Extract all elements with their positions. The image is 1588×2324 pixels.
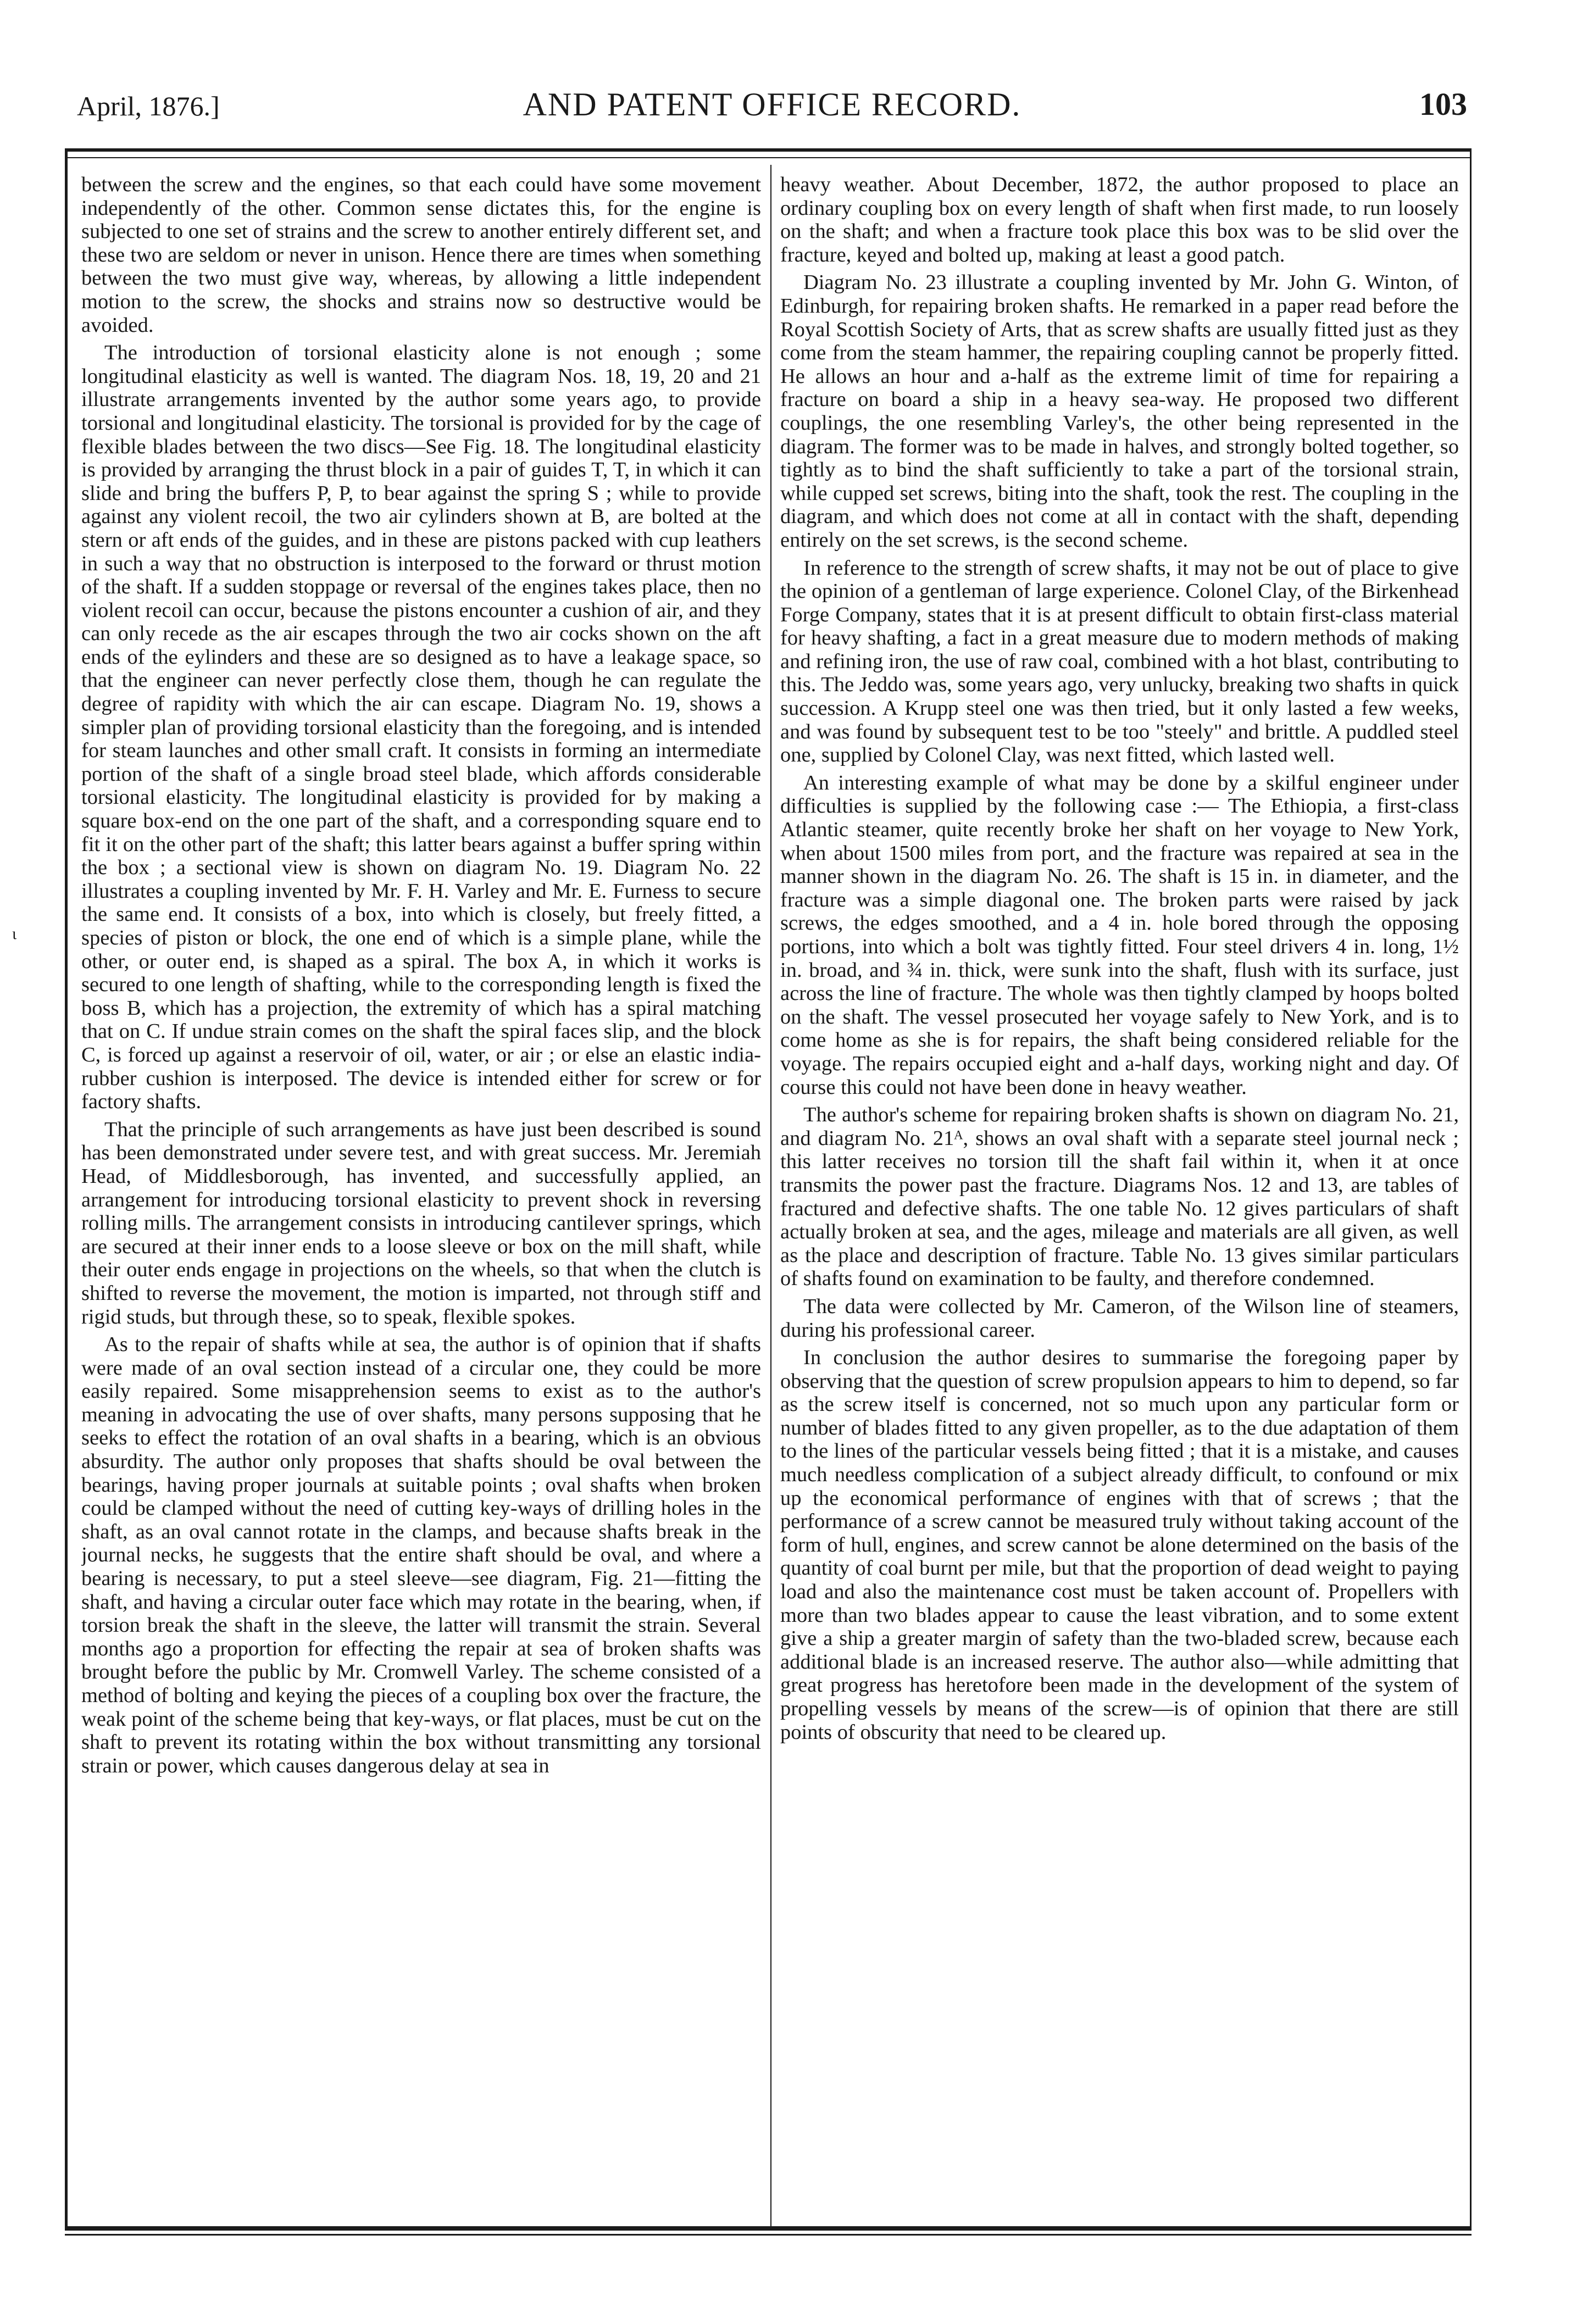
- paragraph: In conclusion the author desires to summarise the foregoing paper by observing that the question of screw propulsion appears to him to depend, so far as the screw itself is concerned, not so much upon any particular form or number of blades fitted to any given propeller, as to the due adaptation of them to the lines of the particular vessels being fitted ; that it is a mistake, and causes much needless complication of a subject already difficult, to confound or mix up the economical performance of engines with that of screws ; that the performance of a screw cannot be measured truly without taking account of the form of hull, engines, and screw cannot be alone determined on the basis of the quantity of coal burnt per mile, but that the proportion of dead weight to paying load and also the maintenance cost must be taken account of. Propellers with more than two blades appear to cause the least vibration, and to some extent give a ship a greater margin of safety than the two-bladed screw, because each additional blade is an increased reserve. The author also—while admitting that great progress has heretofore been made in the development of the system of propelling vessels by means of the screw—is of opinion that there are still points of obscurity that need to be cleared up.: [780, 1346, 1459, 1744]
- right-column: [780, 173, 1459, 2217]
- column-divider: [770, 165, 771, 2226]
- left-column: [81, 173, 761, 2217]
- bottom-rule-thin: [65, 2234, 1472, 2236]
- paragraph: The data were collected by Mr. Cameron, of the Wilson line of steamers, during his professional career.: [780, 1294, 1459, 1342]
- bottom-rule: [65, 2226, 1472, 2231]
- paragraph: heavy weather. About December, 1872, the author proposed to place an ordinary coupling box on every length of shaft when first made, to run loosely on the shaft; and when a fracture took place this box was to be slid over the fracture, keyed and bolted up, making at least a good patch.: [780, 173, 1459, 266]
- paragraph: Diagram No. 23 illustrate a coupling invented by Mr. John G. Winton, of Edinburgh, for repairing broken shafts. He remarked in a paper read before the Royal Scottish Society of Arts, that as screw shafts are usually fitted just as they come from the steam hammer, the repairing coupling cannot be properly fitted. He allows an hour and a-half as the extreme limit of time for repairing a fracture on board a ship in a heavy sea-way. He proposed two different couplings, the one resembling Varley's, the other being represented in the diagram. The former was to be made in halves, and strongly bolted together, so tightly as to bind the shaft sufficiently to take a part of the torsional strain, while cupped set screws, biting into the shaft, took the rest. The coupling in the diagram, and which does not come at all in contact with the shaft, depending entirely on the set screws, is the second scheme.: [780, 271, 1459, 552]
- paragraph: The introduction of torsional elasticity alone is not enough ; some longitudinal elasticity as well is wanted. The diagram Nos. 18, 19, 20 and 21 illustrate arrangements invented by the author some years ago, to provide torsional and longitudinal elasticity. The torsional is provided for by the cage of flexible blades between the two discs—See Fig. 18. The longitudinal elasticity is provided by arranging the thrust block in a pair of guides T, T, in which it can slide and bring the buffers P, P, to bear against the spring S ; while to provide against any violent recoil, the two air cylinders shown at B, are bolted at the stern or aft ends of the guides, and in these are pistons packed with cup leathers in such a way that no obstruction is interposed to the forward or thrust motion of the shaft. If a sudden stoppage or reversal of the engines takes place, then no violent recoil can occur, because the pistons encounter a cushion of air, and they can only recede as the air escapes through the two air cocks shown on the aft ends of the eylinders and these are so designed as to have a leakage space, so that the engineer can never perfectly close them, though he can regulate the degree of rapidity with which the air can escape. Diagram No. 19, shows a simpler plan of providing torsional elasticity than the foregoing, and is intended for steam launches and other small craft. It consists in forming an intermediate portion of the shaft of a single broad steel blade, which affords considerable torsional elasticity. The longitudinal elasticity is provided for by making a square box-end on the one part of the shaft, and a corresponding square end to fit it on the other part of the shaft; this latter bears against a buffer spring within the box ; a sectional view is shown on diagram No. 19. Diagram No. 22 illustrates a coupling invented by Mr. F. H. Varley and Mr. E. Furness to secure the same end. It consists of a box, into which is closely, but freely fitted, a species of piston or block, the one end of which is a simple plane, while the other, or outer end, is shaped as a spiral. The box A, in which it works is secured to one length of shafting, while to the corresponding length is fixed the boss B, which has a projection, the extremity of which has a spiral matching that on C. If undue strain comes on the shaft the spiral faces slip, and the block C, is forced up against a reservoir of oil, water, or air ; or else an elastic india-rubber cushion is interposed. The device is intended either for screw or for factory shafts.: [81, 341, 761, 1114]
- paragraph: The author's scheme for repairing broken shafts is shown on diagram No. 21, and diagram No. 21ᴬ, shows an oval shaft with a separate steel journal neck ; this latter receives no torsion till the shaft fail within it, when it at once transmits the power past the fracture. Diagrams Nos. 12 and 13, are tables of fractured and defective shafts. The one table No. 12 gives particulars of shaft actually broken at sea, and the ages, mileage and materials are all given, as well as the place and description of fracture. Table No. 13 gives similar particulars of shafts found on examination to be faulty, and therefore condemned.: [780, 1103, 1459, 1291]
- paragraph: In reference to the strength of screw shafts, it may not be out of place to give the opinion of a gentleman of large experience. Colonel Clay, of the Birkenhead Forge Company, states that it is at present difficult to obtain first-class material for heavy shafting, a fact in a great measure due to modern methods of making and refining iron, the use of raw coal, combined with a hot blast, contributing to this. The Jeddo was, some years ago, very unlucky, breaking two shafts in quick succession. A Krupp steel one was then tried, but it only lasted a few weeks, and was found by subsequent test to be too "steely" and brittle. A puddled steel one, supplied by Colonel Clay, was next fitted, which lasted well.: [780, 556, 1459, 767]
- page-header: [77, 82, 1467, 126]
- paragraph: That the principle of such arrangements as have just been described is sound has been demonstrated under severe test, and with great success. Mr. Jeremiah Head, of Middlesborough, has invented, and successfully applied, an arrangement for introducing torsional elasticity to prevent shock in reversing rolling mills. The arrangement consists in introducing cantilever springs, which are secured at their inner ends to a loose sleeve or box on the mill shaft, while their outer ends engage in projections on the wheels, so that when the clutch is shifted to reverse the movement, the motion is imparted, not through stiff and rigid studs, but through these, so to speak, flexible spokes.: [81, 1117, 761, 1328]
- paragraph: An interesting example of what may be done by a skilful engineer under difficulties is supplied by the following case :— The Ethiopia, a first-class Atlantic steamer, quite recently broke her shaft on her voyage to New York, when about 1500 miles from port, and the fracture was repaired at sea in the manner shown in the diagram No. 26. The shaft is 15 in. in diameter, and the fracture was a simple diagonal one. The broken parts were raised by jack screws, the edges smoothed, and a 4 in. hole bored through the opposing portions, into which a bolt was tightly fitted. Four steel drivers 4 in. long, 1½ in. broad, and ¾ in. thick, were sunk into the shaft, flush with its surface, just across the line of fracture. The whole was then tightly clamped by hoops bolted on the shaft. The vessel prosecuted her voyage safely to New York, and is to come home as she is for repairs, the shaft being considered reliable for the voyage. The repairs occupied eight and a-half days, working night and day. Of course this could not have been done in heavy weather.: [780, 771, 1459, 1099]
- margin-mark: ι: [12, 925, 17, 943]
- page-number: 103: [1419, 86, 1467, 122]
- issue-date: April, 1876.]: [77, 91, 220, 121]
- journal-title: AND PATENT OFFICE RECORD.: [523, 86, 1021, 123]
- frame-double-rule: [68, 157, 1470, 158]
- paragraph: As to the repair of shafts while at sea, the author is of opinion that if shafts were made of an oval section instead of a circular one, they could be more easily repaired. Some misapprehension seems to exist as to the author's meaning in advocating the use of over shafts, many persons supposing that he seeks to effect the rotation of an oval shafts in a bearing, which is an obvious absurdity. The author only proposes that shafts should be oval between the bearings, having proper journals at suitable points ; oval shafts when broken could be clamped without the need of cutting key-ways of drilling holes in the shaft, as an oval cannot rotate in the clamps, and because shafts break in the journal necks, he suggests that the entire shaft should be oval, and where a bearing is necessary, to put a steel sleeve—see diagram, Fig. 21—fitting the shaft, and having a circular outer face which may rotate in the bearing, when, if torsion break the shaft in the sleeve, the latter will transmit the strain. Several months ago a proportion for effecting the repair at sea of broken shafts was brought before the public by Mr. Cromwell Varley. The scheme consisted of a method of bolting and keying the pieces of a coupling box over the fracture, the weak point of the scheme being that key-ways, or flat places, must be cut on the shaft to prevent its rotating within the box without transmitting any torsional strain or power, which causes dangerous delay at sea in: [81, 1333, 761, 1777]
- paragraph: between the screw and the engines, so that each could have some movement independently of the other. Common sense dictates this, for the engine is subjected to one set of strains and the screw to another entirely different set, and these two are seldom or never in unison. Hence there are times when something between the two must give way, whereas, by allowing a little independent motion to the screw, the shocks and strains now so destructive would be avoided.: [81, 173, 761, 337]
